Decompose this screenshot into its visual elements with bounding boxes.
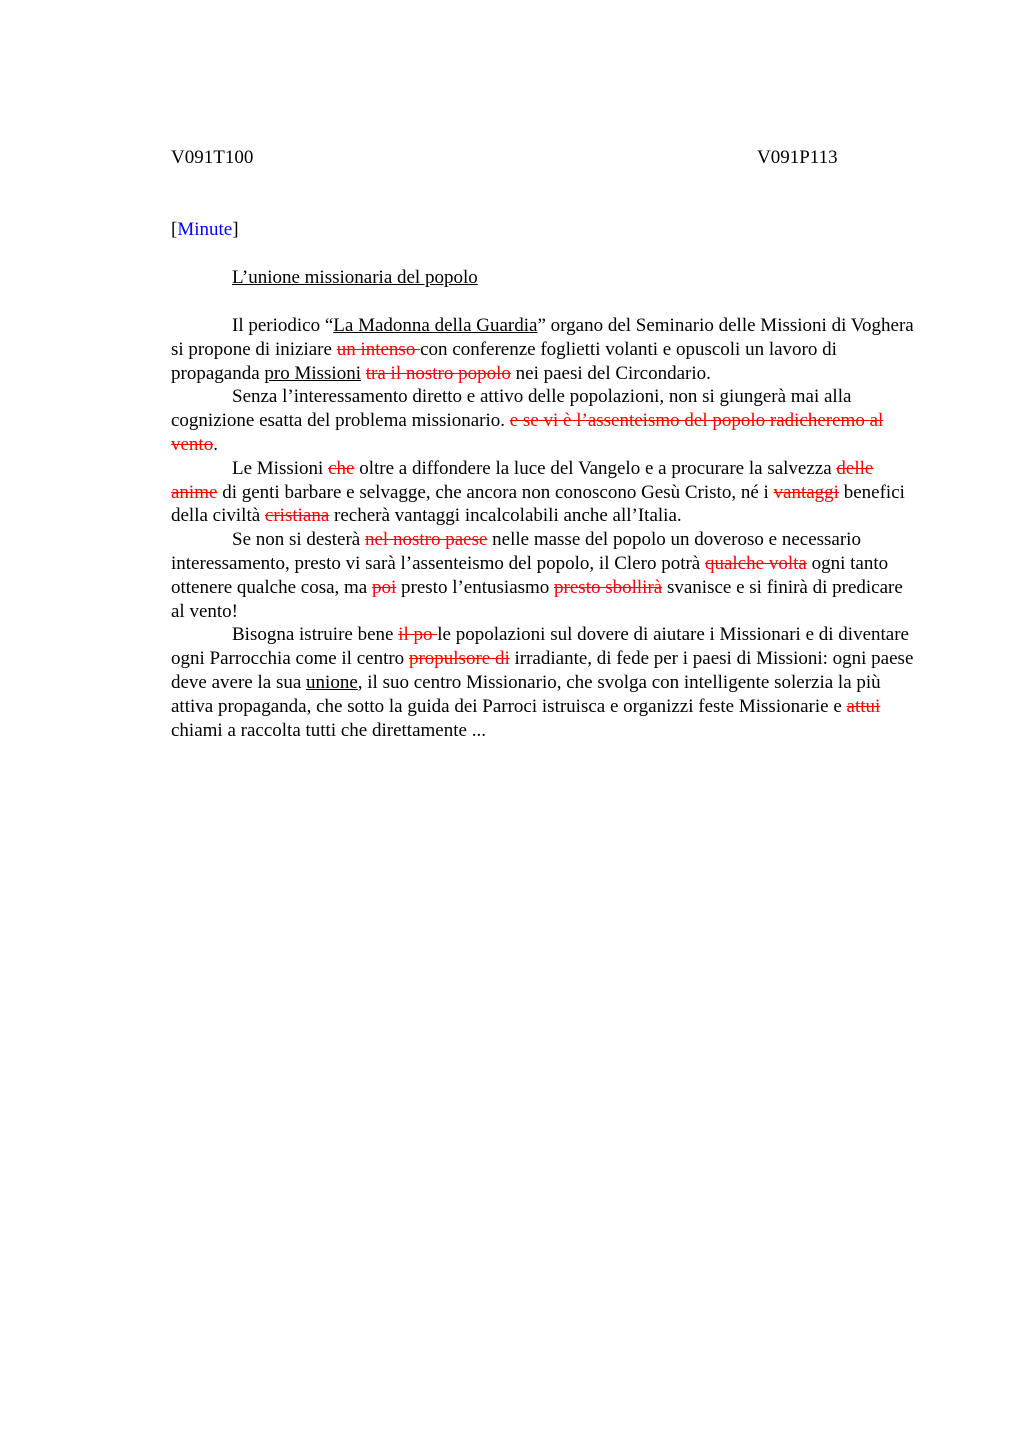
deleted-text: cristiana [264,505,330,527]
underlined-text: pro Missioni [264,362,361,384]
deleted-text: vantaggi [773,481,839,503]
text-segment: irradiante, di fede per i paesi di Missioni: ogni paese deve avere la sua [171,648,914,693]
paragraph [171,457,916,528]
text-segment: ogni tanto ottenere qualche cosa, ma [171,552,889,598]
underlined-text: La Madonna della Guardia [333,315,538,336]
text-segment: Il periodico “ [232,315,334,336]
paragraph [171,528,916,623]
text-segment: oltre a diffondere la luce del Vangelo e a procurare la salvezza [354,457,837,479]
text-segment: ” organo del Seminario delle Missioni di Voghera si propone di iniziare [171,315,914,360]
underlined-text: unione [306,671,358,693]
text-segment: le popolazioni sul dovere di aiutare i Missionari e di diventare ogni Parrocchia come il centro [171,624,909,670]
text-segment: recherà vantaggi incalcolabili anche all’Italia. [329,505,682,527]
deleted-text: presto sbollirà [554,576,663,598]
text-segment: svanisce e si finirà di predicare al vento! [171,576,903,622]
section-tag [171,218,239,242]
text-segment: . [213,433,218,455]
deleted-text: il po [398,624,438,646]
tag-label: Minute [177,219,233,240]
paragraph [171,314,916,385]
deleted-text: e se vi è l’assenteismo del popolo radicheremo al vento [171,410,884,455]
deleted-text: delle anime [171,457,874,503]
text-segment: Se non si desterà [232,529,365,551]
text-segment: benefici della civiltà [171,481,905,527]
deleted-text: propulsore di [408,648,510,670]
text-segment: Senza l’interessamento diretto e attivo delle popolazioni, non si giungerà mai alla cognizione esatta del problema missionario. [171,386,852,432]
deleted-text: che [328,457,355,479]
document-title: L’unione missionaria del popolo [232,267,478,288]
deleted-text: poi [371,576,397,598]
text-segment: presto l’entusiasmo [396,576,555,598]
text-segment: di genti barbare e selvagge, che ancora non conoscono Gesù Cristo, né i [217,481,774,503]
deleted-text: un intenso [336,338,421,360]
deleted-text: tra il nostro popolo [365,362,511,384]
text-segment: nei paesi del Circondario. [510,362,711,384]
tag-close-bracket: ] [232,219,239,240]
text-segment: , il suo centro Missionario, che svolga con intelligente solerzia la più attiva propaganda, che sotto la guida dei Parroci istruisca e organizzi feste Missionarie e [171,671,881,717]
text-segment: Le Missioni [232,457,329,479]
document-code-left: V091T100 [171,147,254,168]
text-segment: con conferenze foglietti volanti e opuscoli un lavoro di propaganda [171,338,837,384]
text-segment: Bisogna istruire bene [232,624,399,646]
text-segment: chiami a raccolta tutti che direttamente ... [171,719,486,741]
paragraph [171,623,916,742]
document-body [171,314,916,742]
paragraph [171,385,916,456]
deleted-text: qualche volta [705,552,807,574]
text-segment: nelle masse del popolo un doveroso e necessario interessamento, presto vi sarà l’assenteismo del popolo, il Clero potrà [171,529,861,574]
document-code-right: V091P113 [757,147,838,168]
deleted-text: nel nostro paese [364,529,488,551]
tag-open-bracket: [ [171,219,178,240]
deleted-text: attui [846,695,881,717]
